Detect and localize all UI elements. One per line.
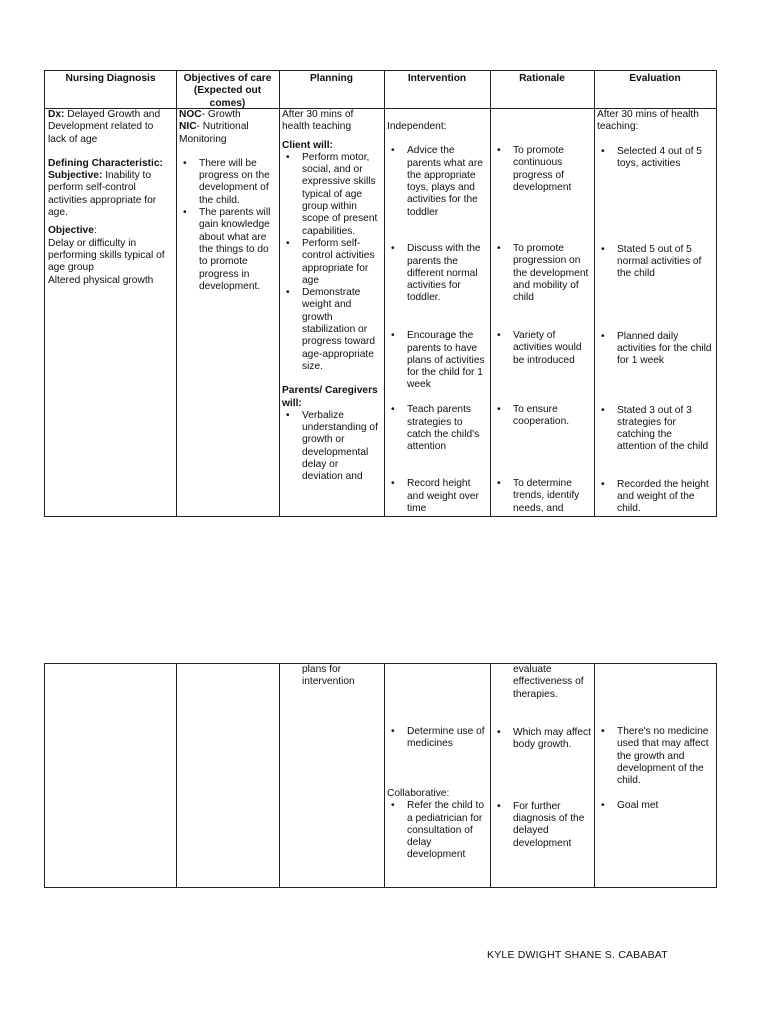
header-evaluation: Evaluation [629,73,681,84]
rationale-item: • To promote progression on the development and mobility of child [493,243,591,330]
planning-continued-text: plans for intervention [302,664,355,688]
objectives-cell-continued [176,664,279,887]
header-planning: Planning [309,73,353,84]
evaluation-cell [594,109,716,516]
header-rationale: Rationale [519,73,565,84]
objective-line: Delay or difficulty in performing skills typical of age group [48,237,165,274]
objective-item: • There will be progress on the development of the child. [179,158,276,207]
rationale-continued-text: evaluate effectiveness of therapies. [513,664,584,700]
rationale-item: • To determine trends, identify needs, and [493,478,591,515]
objective-line: Altered physical growth [48,274,154,286]
evaluation-cell-continued [594,664,716,887]
evaluation-item: • Stated 3 out of 3 strategies for catching the attention of the child [597,405,713,479]
evaluation-item: • Selected 4 out of 5 toys, activities [597,146,713,244]
client-will-label: Client will: [282,139,333,151]
objectives-cell [176,109,279,516]
intervention-cell-continued [384,664,490,887]
header-objectives: Objectives of care (Expected out comes) [183,73,272,109]
intervention-item: • Determine use of medicines [387,726,487,788]
dx-statement: Dx: Delayed Growth and Development related to lack of age [48,109,161,145]
intervention-cell [384,109,490,516]
noc-line: NOC- Growth [179,109,241,120]
header-nursing-diagnosis: Nursing Diagnosis [65,73,156,84]
parent-goal-item: • Verbalize understanding of growth or developmental delay or deviation and [282,410,381,484]
planning-cell-continued [279,664,384,887]
care-plan-table [44,70,717,517]
intervention-item: • Refer the child to a pediatrician for consultation of delay development [387,800,487,861]
collaborative-label: Collaborative: [387,788,450,799]
objective-item: • The parents will gain knowledge about what are the things to do to promote progress in development. [179,207,276,293]
nic-line: NIC- Nutritional Monitoring [179,121,249,145]
intervention-item: • Teach parents strategies to catch the child's attention [387,404,487,478]
diagnosis-cell [45,109,176,516]
evaluation-item: • Recorded the height and weight of the child. [597,479,713,516]
author-name: KYLE DWIGHT SHANE S. CABABAT [487,949,668,961]
rationale-item: • To promote continuous progress of development [493,145,591,243]
subjective-statement: Subjective: Inability to perform self-control activities appropriate for age. [48,170,157,219]
evaluation-item: • Planned daily activities for the child for 1 week [597,331,713,405]
planning-cell [279,109,384,516]
intervention-item: • Advice the parents what are the appropriate toys, plays and activities for the toddler [387,145,487,243]
intervention-item: • Discuss with the parents the different normal activities for toddler. [387,243,487,330]
rationale-item: • To ensure cooperation. [493,404,591,478]
planning-intro: After 30 mins of health teaching [282,109,354,133]
rationale-cell [490,109,594,516]
independent-label: Independent: [387,121,447,132]
rationale-item: • Variety of activities would be introduced [493,330,591,404]
client-goal-item: • Perform self-control activities appropriate for age [282,238,381,287]
diagnosis-cell-continued [45,664,176,887]
evaluation-intro: After 30 mins of health teaching: [597,109,699,133]
evaluation-item: • There's no medicine used that may affect the growth and development of the child. [597,726,713,800]
header-intervention: Intervention [407,73,467,84]
intervention-item: • Record height and weight over time [387,478,487,515]
rationale-cell-continued [490,664,594,887]
defining-characteristic-label: Defining Characteristic: [48,157,163,169]
rationale-item: • Which may affect body growth. [493,727,591,801]
parents-will-label: Parents/ Caregivers will: [282,385,378,409]
intervention-item: • Encourage the parents to have plans of activities for the child for 1 week [387,330,487,404]
care-plan-table-continued [44,663,717,888]
evaluation-item: • Goal met [597,800,713,812]
client-goal-item: • Perform motor, social, and or expressive skills typical of age group within scope of present capabilities. [282,152,381,238]
objective-label: Objective: [48,225,97,237]
rationale-item: • For further diagnosis of the delayed development [493,801,591,850]
client-goal-item: • Demonstrate weight and growth stabilization or progress toward age-appropriate size. [282,287,381,373]
evaluation-item: • Stated 5 out of 5 normal activities of the child [597,244,713,331]
